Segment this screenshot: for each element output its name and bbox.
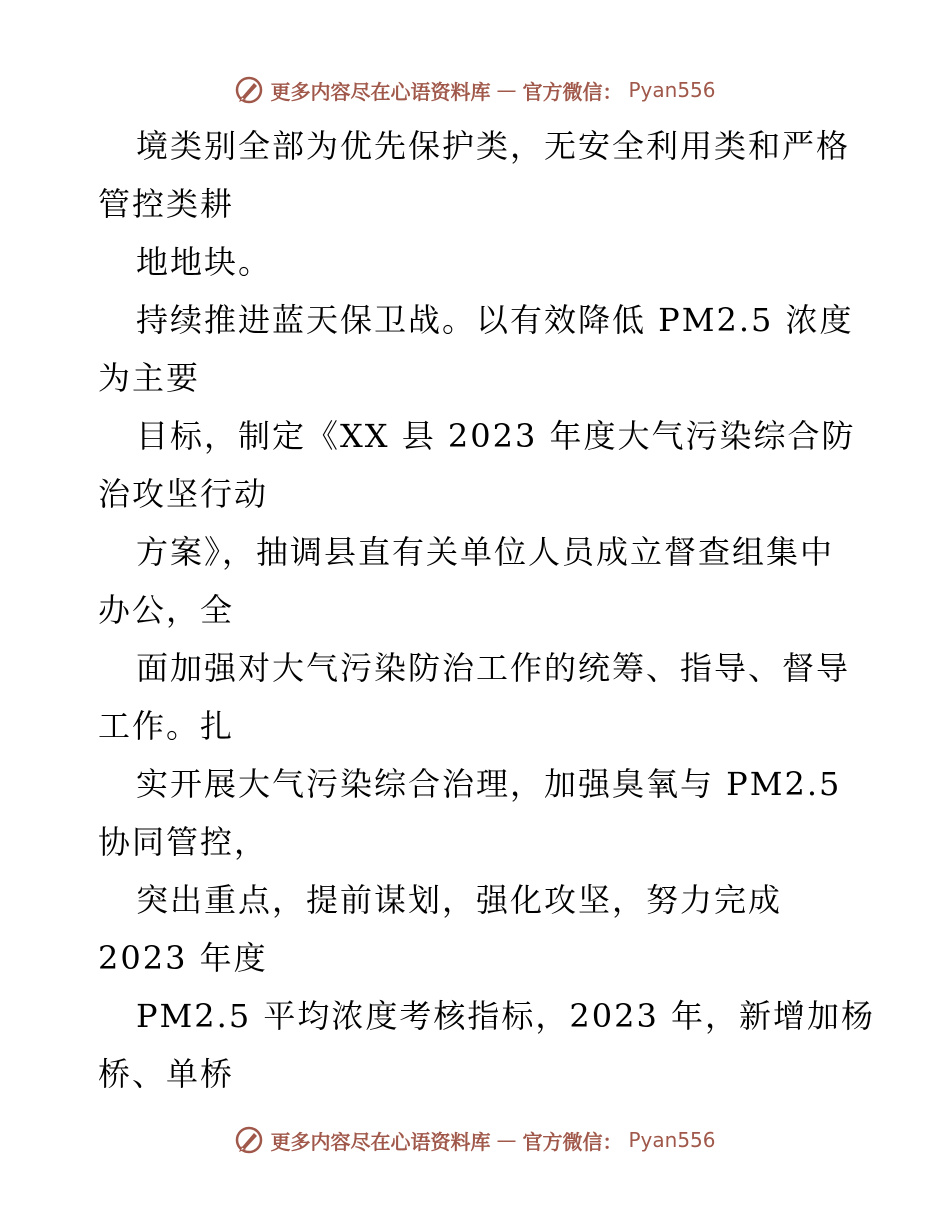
text-line: 协同管控， [98,823,269,861]
text-line: 工作。扎 [98,707,235,745]
text-line: PM2.5 平均浓度考核指标，2023 年，新增加杨 [136,997,875,1035]
watermark-text: 更多内容尽在心语资料库 [270,1129,491,1154]
text-line: 地地块。 [136,243,273,281]
watermark-separator: — [496,1128,517,1152]
watermark-wechat-label: 官方微信： [522,79,623,104]
text-line: 目标，制定《XX 县 2023 年度大气污染综合防 [136,417,856,455]
text-line: 治攻坚行动 [98,475,269,513]
text-line: 突出重点，提前谋划，强化攻坚，努力完成 [136,881,783,919]
text-line: 桥、单桥 [98,1055,235,1093]
text-line: 实开展大气污染综合治理，加强臭氧与 PM2.5 [136,765,842,803]
text-line: 面加强对大气污染防治工作的统筹、指导、督导 [136,649,851,687]
pen-in-circle-icon [234,75,264,105]
footer-watermark [0,1120,950,1160]
text-line: 2023 年度 [98,939,268,977]
watermark-wechat-label: 官方微信： [522,1129,623,1154]
watermark-separator: — [496,78,517,102]
text-line: 方案》，抽调县直有关单位人员成立督查组集中 [136,533,835,571]
text-line: 为主要 [98,359,201,397]
header-watermark [0,70,950,110]
watermark-wechat-id: Pyan556 [628,1128,716,1152]
text-line: 持续推进蓝天保卫战。以有效降低 PM2.5 浓度 [136,301,854,339]
pen-in-circle-icon [234,1125,264,1155]
text-line: 办公，全 [98,591,235,629]
text-line: 管控类耕 [98,185,235,223]
watermark-wechat-id: Pyan556 [628,78,716,102]
watermark-text: 更多内容尽在心语资料库 [270,79,491,104]
document-body [98,117,878,1103]
text-line: 境类别全部为优先保护类，无安全利用类和严格 [136,127,851,165]
